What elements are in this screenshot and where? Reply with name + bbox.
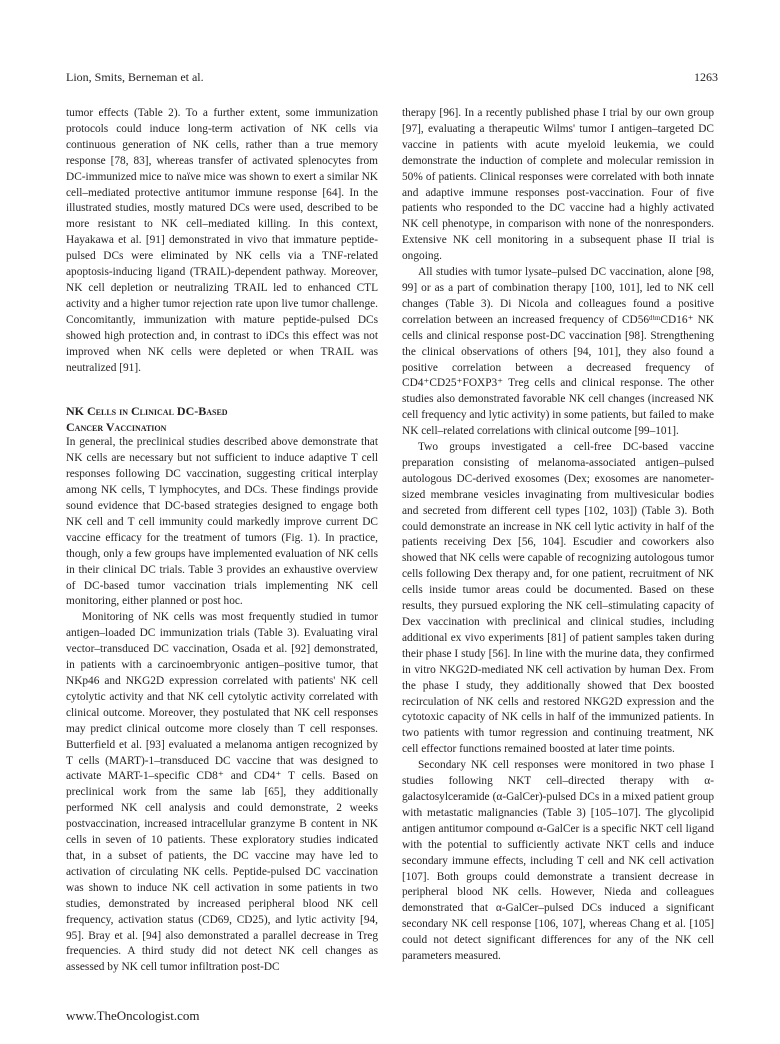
body-paragraph: All studies with tumor lysate–pulsed DC vaccination, alone [98, 99] or as a part of combination therapy [100, 101], led to NK cell changes (Table 3). Di Nicola and colleagues found a positive correlation between an increased frequency of CD56ᵈⁱᵐCD16⁺ NK cells and clinical response post-DC vaccination [98]. Strengthening the clinical observations of others [94, 101], they also found a positive correlation between a decreased frequency of CD4⁺CD25⁺FOXP3⁺ Treg cells and clinical response. The other studies also demonstrated favorable NK cell changes (increased NK cell frequency and lytic activity) in some patients, but failed to make NK cell–related correlations with clinical outcome [99–101].: [402, 266, 714, 438]
body-paragraph: tumor effects (Table 2). To a further extent, some immunization protocols could induce long-term activation of NK cells via continuous generation of NK cells, rather than a true memory response [78, 83], whereas transfer of activated splenocytes from DC-immunized mice to naïve mice was shown to exert a similar NK cell–mediated protective antitumor immune response [64]. In the illustrated studies, mostly matured DCs were used, described to be more resistant to NK cell–mediated killing. In this context, Hayakawa et al. [91] demonstrated in vivo that immature peptide-pulsed DCs were eliminated by NK cells via a TNF-related apoptosis-inducing ligand (TRAIL)-dependent pathway. Moreover, NK cell depletion or neutralizing TRAIL led to enhanced CTL activity and a higher tumor rejection rate upon live tumor challenge. Concomitantly, immunization with mature peptide-pulsed DCs showed high protection and, in contrast to iDCs this effect was not improved when NK cells were depleted or when TRAIL was neutralized [91].: [66, 107, 378, 374]
body-paragraph: therapy [96]. In a recently published phase I trial by our own group [97], evaluating a therapeutic Wilms' tumor I antigen–targeted DC vaccine in patients with acute myeloid leukemia, we could demonstrate the induction of complete and molecular remission in 50% of patients. Clinical responses were correlated with both innate and adaptive immune responses post-vaccination. Four of five patients who responded to the DC vaccine had a highly activated NK cell phenotype, in comparison with none of the nonresponders. Extensive NK cell monitoring in a subsequent phase II trial is ongoing.: [402, 107, 714, 263]
body-paragraph: Secondary NK cell responses were monitored in two phase I studies following NKT cell–directed therapy with α-galactosylceramide (α-GalCer)-pulsed DCs in a mixed patient group with metastatic malignancies (Table 3) [105–107]. The glycolipid antigen antitumor compound α-GalCer is a specific NKT cell ligand with the potential to sufficiently activate NKT cells and induce secondary immune effects, including T cell and NK cell activation [107]. Both groups could demonstrate a transient decrease in peripheral blood NK cells. However, Nieda and colleagues demonstrated that α-GalCer–pulsed DCs induced a significant secondary NK cell response [106, 107], whereas Chang et al. [105] could not detect significant differences for any of the NK cell parameters measured.: [402, 759, 714, 963]
left-column: [66, 106, 378, 976]
section-heading-line: Cancer Vaccination: [66, 420, 167, 435]
body-paragraph: Two groups investigated a cell-free DC-based vaccine preparation consisting of melanoma-associated antigen–pulsed autologous DC-derived exosomes (Dex; exosomes are nanometer-sized membrane vesicles invaginating from multivesicular bodies and secreted from different cell types [102, 103]) (Table 3). Both could demonstrate an increase in NK cell lytic activity in half of the patients receiving Dex [56, 104]. Escudier and coworkers also showed that NK cells were capable of recognizing autologous tumor cells following Dex therapy and, for one patient, recruitment of NK cells inside tumor areas could be documented. Based on these results, they pursued exploring the NK cell–stimulating capacity of Dex vaccination with preclinical and clinical studies, including additional ex vivo experiments [81] of patient samples taken during their phase I study [56]. In line with the murine data, they confirmed in vitro NKG2D-mediated NK cell activation by human Dex. From the phase I study, they additionally showed that Dex boosted recirculation of NK cells and restored NKG2D expression and the cytotoxic capacity of NK cells in half of the immunized patients. In two patients with tumor regression and continuing treatment, NK cell effector functions remained boosted at later time points.: [402, 441, 714, 756]
page-number: 1263: [694, 70, 718, 84]
section-heading-line: NK Cells in Clinical DC-Based: [66, 404, 228, 419]
right-column: [402, 106, 714, 965]
journal-website-link[interactable]: www.TheOncologist.com: [66, 1008, 200, 1023]
body-paragraph: Monitoring of NK cells was most frequently studied in tumor antigen–loaded DC immunization trials (Table 3). Evaluating viral vector–transduced DC vaccination, Osada et al. [92] demonstrated, in patients with a carcinoembryonic antigen–positive tumor, that NKp46 and NKG2D expression correlated with patients' NK cell cytolytic activity and that NK cell cytolytic activity correlated with clinical outcome. Moreover, they postulated that NK cell responses may predict clinical outcome more closely than T cell responses. Butterfield et al. [93] evaluated a melanoma antigen recognized by T cells (MART)-1–transduced DC vaccine that was designed to activate MART-1–specific CD8⁺ and CD4⁺ T cells. Based on preclinical work from the same lab [65], they additionally performed NK cell analysis and could demonstrate, 2 weeks postvaccination, increased intracellular granzyme B content in NK cells in seven of 10 patients. These exploratory studies indicated that, in a subset of patients, the DC vaccine may have led to activation of circulating NK cells. Peptide-pulsed DC vaccination was shown to induce NK cell activation in some patients in two studies, demonstrated by increased peripheral blood NK cell frequency, activation status (CD69, CD25), and lytic activity [94, 95]. Bray et al. [94] also demonstrated a parallel decrease in Treg frequencies. A third study did not detect NK cell changes as assessed by NK cell tumor infiltration post-DC: [66, 611, 378, 974]
running-header-authors: Lion, Smits, Berneman et al.: [66, 70, 204, 84]
body-paragraph: In general, the preclinical studies described above demonstrate that NK cells are necessary but not sufficient to induce adaptive T cell responses following DC vaccination, suggesting critical interplay among NK cells, T lymphocytes, and DCs. These findings provide sound evidence that DC-based strategies designed to engage both NK cell and T cell immunity could markedly improve current DC vaccine efficacy for the treatment of tumors (Fig. 1). In practice, though, only a few groups have implemented evaluation of NK cells in their clinical DC trials. Table 3 provides an exhaustive overview of DC-based tumor vaccination trials implementing NK cell monitoring, either planned or post hoc.: [66, 436, 378, 608]
section-heading: [66, 403, 378, 435]
